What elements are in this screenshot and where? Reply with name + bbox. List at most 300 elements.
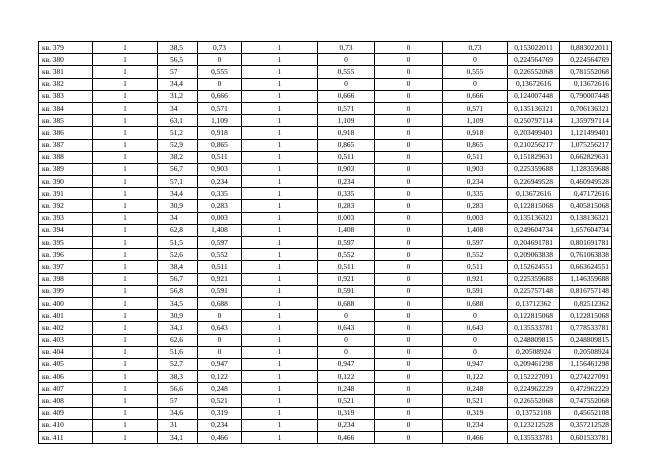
cell-value-c: 1,109 bbox=[443, 115, 508, 127]
cell-coefficient: 1 bbox=[242, 188, 318, 200]
cell-value-a: 0,122 bbox=[198, 371, 242, 383]
cell-area: 51,5 bbox=[158, 237, 198, 249]
cell-area: 56,7 bbox=[158, 273, 198, 285]
cell-apartment: кв. 401 bbox=[39, 310, 93, 322]
cell-coefficient: 1 bbox=[242, 54, 318, 66]
cell-area: 56,6 bbox=[158, 383, 198, 395]
cell-total: 0,778533781 bbox=[560, 322, 612, 334]
cell-zero-value: 0 bbox=[375, 66, 443, 78]
cell-value-a: 0,591 bbox=[198, 285, 242, 297]
cell-apartment: кв. 397 bbox=[39, 261, 93, 273]
cell-zero-value: 0 bbox=[375, 54, 443, 66]
cell-apartment: кв. 395 bbox=[39, 237, 93, 249]
cell-value-b: 0,643 bbox=[318, 322, 375, 334]
apartment-data-table bbox=[38, 41, 612, 444]
cell-value-c: 0,921 bbox=[443, 273, 508, 285]
cell-value-c: 0 bbox=[443, 346, 508, 358]
cell-value-a: 0 bbox=[198, 346, 242, 358]
table-row bbox=[39, 115, 612, 127]
cell-apartment: кв. 391 bbox=[39, 188, 93, 200]
cell-share: 0,224962229 bbox=[508, 383, 560, 395]
cell-value-b: 0,234 bbox=[318, 176, 375, 188]
table-row bbox=[39, 54, 612, 66]
cell-value-b: 0,319 bbox=[318, 407, 375, 419]
cell-area: 34,5 bbox=[158, 297, 198, 309]
cell-apartment: кв. 405 bbox=[39, 358, 93, 370]
table-row bbox=[39, 139, 612, 151]
cell-share: 0,124007448 bbox=[508, 90, 560, 102]
cell-total: 1,121499401 bbox=[560, 127, 612, 139]
cell-share: 0,135136321 bbox=[508, 102, 560, 114]
cell-area: 34,1 bbox=[158, 322, 198, 334]
cell-area: 56,5 bbox=[158, 54, 198, 66]
cell-zero-value: 0 bbox=[375, 78, 443, 90]
cell-apartment: кв. 388 bbox=[39, 151, 93, 163]
table-row bbox=[39, 273, 612, 285]
cell-value-c: 0,688 bbox=[443, 297, 508, 309]
cell-value-c: 0,643 bbox=[443, 322, 508, 334]
table-row bbox=[39, 249, 612, 261]
cell-area: 38,3 bbox=[158, 371, 198, 383]
cell-value-b: 0,335 bbox=[318, 188, 375, 200]
cell-zero-value: 0 bbox=[375, 42, 443, 54]
cell-count: 1 bbox=[93, 346, 158, 358]
cell-total: 0,248809815 bbox=[560, 334, 612, 346]
cell-value-c: 0,597 bbox=[443, 237, 508, 249]
cell-zero-value: 0 bbox=[375, 273, 443, 285]
cell-area: 57,1 bbox=[158, 176, 198, 188]
cell-coefficient: 1 bbox=[242, 102, 318, 114]
table-row bbox=[39, 42, 612, 54]
cell-value-b: 0,283 bbox=[318, 200, 375, 212]
table-row bbox=[39, 371, 612, 383]
cell-value-a: 0 bbox=[198, 334, 242, 346]
cell-value-b: 0 bbox=[318, 310, 375, 322]
cell-value-a: 0,918 bbox=[198, 127, 242, 139]
cell-total: 0,662829631 bbox=[560, 151, 612, 163]
cell-share: 0,226552068 bbox=[508, 66, 560, 78]
cell-value-c: 0,591 bbox=[443, 285, 508, 297]
cell-value-a: 0,552 bbox=[198, 249, 242, 261]
cell-value-a: 0,555 bbox=[198, 66, 242, 78]
cell-area: 34,6 bbox=[158, 407, 198, 419]
cell-apartment: кв. 409 bbox=[39, 407, 93, 419]
cell-count: 1 bbox=[93, 54, 158, 66]
cell-count: 1 bbox=[93, 407, 158, 419]
table-row bbox=[39, 285, 612, 297]
cell-value-c: 0,865 bbox=[443, 139, 508, 151]
cell-coefficient: 1 bbox=[242, 346, 318, 358]
cell-total: 0,82512362 bbox=[560, 297, 612, 309]
cell-value-c: 0,73 bbox=[443, 42, 508, 54]
cell-value-c: 0,234 bbox=[443, 176, 508, 188]
cell-value-b: 0,73 bbox=[318, 42, 375, 54]
cell-count: 1 bbox=[93, 127, 158, 139]
cell-value-b: 0,688 bbox=[318, 297, 375, 309]
table-row bbox=[39, 419, 612, 431]
cell-value-c: 0 bbox=[443, 334, 508, 346]
cell-zero-value: 0 bbox=[375, 249, 443, 261]
cell-share: 0,122815068 bbox=[508, 310, 560, 322]
cell-value-c: 0,511 bbox=[443, 151, 508, 163]
cell-coefficient: 1 bbox=[242, 163, 318, 175]
cell-zero-value: 0 bbox=[375, 188, 443, 200]
cell-value-a: 0,003 bbox=[198, 212, 242, 224]
cell-area: 52,7 bbox=[158, 358, 198, 370]
cell-value-a: 0,521 bbox=[198, 395, 242, 407]
cell-share: 0,13712362 bbox=[508, 297, 560, 309]
table-row bbox=[39, 212, 612, 224]
table-row bbox=[39, 200, 612, 212]
table-row bbox=[39, 151, 612, 163]
cell-total: 0,472962229 bbox=[560, 383, 612, 395]
cell-area: 34,1 bbox=[158, 432, 198, 444]
cell-share: 0,225359688 bbox=[508, 163, 560, 175]
cell-share: 0,13752108 bbox=[508, 407, 560, 419]
cell-area: 52,6 bbox=[158, 249, 198, 261]
table-row bbox=[39, 407, 612, 419]
table-row bbox=[39, 78, 612, 90]
cell-count: 1 bbox=[93, 115, 158, 127]
cell-apartment: кв. 402 bbox=[39, 322, 93, 334]
cell-zero-value: 0 bbox=[375, 358, 443, 370]
cell-coefficient: 1 bbox=[242, 432, 318, 444]
cell-value-a: 0,234 bbox=[198, 419, 242, 431]
cell-value-b: 0 bbox=[318, 346, 375, 358]
cell-apartment: кв. 383 bbox=[39, 90, 93, 102]
cell-value-c: 0,234 bbox=[443, 419, 508, 431]
cell-count: 1 bbox=[93, 42, 158, 54]
cell-value-b: 0,552 bbox=[318, 249, 375, 261]
cell-area: 31,2 bbox=[158, 90, 198, 102]
cell-value-c: 0 bbox=[443, 78, 508, 90]
cell-coefficient: 1 bbox=[242, 358, 318, 370]
table-row bbox=[39, 395, 612, 407]
cell-share: 0,203499401 bbox=[508, 127, 560, 139]
table-row bbox=[39, 224, 612, 236]
cell-coefficient: 1 bbox=[242, 285, 318, 297]
cell-coefficient: 1 bbox=[242, 371, 318, 383]
cell-zero-value: 0 bbox=[375, 102, 443, 114]
cell-value-c: 0,521 bbox=[443, 395, 508, 407]
cell-coefficient: 1 bbox=[242, 237, 318, 249]
cell-value-a: 0,571 bbox=[198, 102, 242, 114]
cell-area: 34,4 bbox=[158, 188, 198, 200]
cell-zero-value: 0 bbox=[375, 127, 443, 139]
cell-apartment: кв. 400 bbox=[39, 297, 93, 309]
cell-value-b: 0,234 bbox=[318, 419, 375, 431]
cell-zero-value: 0 bbox=[375, 151, 443, 163]
cell-total: 0,224564769 bbox=[560, 54, 612, 66]
cell-total: 0,663624551 bbox=[560, 261, 612, 273]
cell-total: 0,45652108 bbox=[560, 407, 612, 419]
cell-value-a: 0,234 bbox=[198, 176, 242, 188]
cell-area: 38,5 bbox=[158, 42, 198, 54]
cell-value-a: 1,408 bbox=[198, 224, 242, 236]
cell-apartment: кв. 393 bbox=[39, 212, 93, 224]
cell-count: 1 bbox=[93, 78, 158, 90]
cell-zero-value: 0 bbox=[375, 285, 443, 297]
cell-coefficient: 1 bbox=[242, 90, 318, 102]
cell-value-a: 0,947 bbox=[198, 358, 242, 370]
cell-area: 34 bbox=[158, 212, 198, 224]
cell-share: 0,152227091 bbox=[508, 371, 560, 383]
cell-total: 1,359797114 bbox=[560, 115, 612, 127]
table-row bbox=[39, 90, 612, 102]
cell-value-a: 0,511 bbox=[198, 261, 242, 273]
cell-apartment: кв. 404 bbox=[39, 346, 93, 358]
cell-value-a: 0,511 bbox=[198, 151, 242, 163]
cell-coefficient: 1 bbox=[242, 176, 318, 188]
cell-count: 1 bbox=[93, 310, 158, 322]
cell-value-b: 0,591 bbox=[318, 285, 375, 297]
cell-total: 0,816757148 bbox=[560, 285, 612, 297]
cell-count: 1 bbox=[93, 395, 158, 407]
cell-zero-value: 0 bbox=[375, 383, 443, 395]
cell-count: 1 bbox=[93, 371, 158, 383]
cell-count: 1 bbox=[93, 102, 158, 114]
cell-value-a: 0,335 bbox=[198, 188, 242, 200]
cell-count: 1 bbox=[93, 322, 158, 334]
table-body bbox=[39, 42, 612, 444]
cell-coefficient: 1 bbox=[242, 383, 318, 395]
cell-value-a: 0,643 bbox=[198, 322, 242, 334]
cell-area: 31 bbox=[158, 419, 198, 431]
cell-coefficient: 1 bbox=[242, 212, 318, 224]
cell-area: 52,9 bbox=[158, 139, 198, 151]
cell-value-a: 0,319 bbox=[198, 407, 242, 419]
cell-value-c: 1,408 bbox=[443, 224, 508, 236]
cell-count: 1 bbox=[93, 66, 158, 78]
table-row bbox=[39, 322, 612, 334]
cell-total: 0,138136321 bbox=[560, 212, 612, 224]
table-row bbox=[39, 261, 612, 273]
cell-value-c: 0,122 bbox=[443, 371, 508, 383]
cell-total: 1,075256217 bbox=[560, 139, 612, 151]
cell-value-c: 0,918 bbox=[443, 127, 508, 139]
cell-value-b: 0,903 bbox=[318, 163, 375, 175]
cell-share: 0,20508924 bbox=[508, 346, 560, 358]
cell-apartment: кв. 389 bbox=[39, 163, 93, 175]
cell-zero-value: 0 bbox=[375, 346, 443, 358]
cell-coefficient: 1 bbox=[242, 261, 318, 273]
cell-apartment: кв. 408 bbox=[39, 395, 93, 407]
cell-value-a: 0,466 bbox=[198, 432, 242, 444]
cell-apartment: кв. 398 bbox=[39, 273, 93, 285]
cell-apartment: кв. 394 bbox=[39, 224, 93, 236]
cell-value-b: 0,947 bbox=[318, 358, 375, 370]
cell-value-a: 0,73 bbox=[198, 42, 242, 54]
cell-share: 0,226552068 bbox=[508, 395, 560, 407]
cell-share: 0,225757148 bbox=[508, 285, 560, 297]
cell-total: 0,883022011 bbox=[560, 42, 612, 54]
cell-apartment: кв. 396 bbox=[39, 249, 93, 261]
cell-total: 0,601533781 bbox=[560, 432, 612, 444]
cell-area: 62,8 bbox=[158, 224, 198, 236]
cell-total: 0,20508924 bbox=[560, 346, 612, 358]
cell-apartment: кв. 381 bbox=[39, 66, 93, 78]
table-row bbox=[39, 188, 612, 200]
cell-value-a: 1,109 bbox=[198, 115, 242, 127]
cell-total: 1,128359688 bbox=[560, 163, 612, 175]
cell-share: 0,153022011 bbox=[508, 42, 560, 54]
cell-zero-value: 0 bbox=[375, 395, 443, 407]
cell-zero-value: 0 bbox=[375, 224, 443, 236]
cell-value-b: 0,511 bbox=[318, 261, 375, 273]
cell-count: 1 bbox=[93, 285, 158, 297]
cell-area: 30,9 bbox=[158, 310, 198, 322]
cell-area: 34 bbox=[158, 102, 198, 114]
cell-zero-value: 0 bbox=[375, 139, 443, 151]
cell-coefficient: 1 bbox=[242, 151, 318, 163]
cell-zero-value: 0 bbox=[375, 176, 443, 188]
cell-count: 1 bbox=[93, 237, 158, 249]
cell-total: 0,801691781 bbox=[560, 237, 612, 249]
cell-coefficient: 1 bbox=[242, 322, 318, 334]
cell-area: 56,7 bbox=[158, 163, 198, 175]
cell-count: 1 bbox=[93, 151, 158, 163]
cell-zero-value: 0 bbox=[375, 334, 443, 346]
cell-share: 0,248809815 bbox=[508, 334, 560, 346]
cell-zero-value: 0 bbox=[375, 297, 443, 309]
cell-count: 1 bbox=[93, 212, 158, 224]
cell-area: 38,2 bbox=[158, 151, 198, 163]
cell-area: 57 bbox=[158, 66, 198, 78]
table-row bbox=[39, 383, 612, 395]
cell-zero-value: 0 bbox=[375, 163, 443, 175]
cell-coefficient: 1 bbox=[242, 78, 318, 90]
cell-total: 0,781552068 bbox=[560, 66, 612, 78]
cell-total: 1,146359688 bbox=[560, 273, 612, 285]
cell-value-c: 0,511 bbox=[443, 261, 508, 273]
cell-value-a: 0 bbox=[198, 310, 242, 322]
cell-total: 0,761063838 bbox=[560, 249, 612, 261]
cell-share: 0,204691781 bbox=[508, 237, 560, 249]
cell-share: 0,13672616 bbox=[508, 78, 560, 90]
table-row bbox=[39, 310, 612, 322]
cell-coefficient: 1 bbox=[242, 115, 318, 127]
cell-coefficient: 1 bbox=[242, 310, 318, 322]
table-row bbox=[39, 358, 612, 370]
cell-zero-value: 0 bbox=[375, 407, 443, 419]
cell-count: 1 bbox=[93, 90, 158, 102]
cell-area: 34,4 bbox=[158, 78, 198, 90]
cell-apartment: кв. 386 bbox=[39, 127, 93, 139]
cell-area: 51,6 bbox=[158, 346, 198, 358]
cell-value-b: 0 bbox=[318, 78, 375, 90]
cell-coefficient: 1 bbox=[242, 42, 318, 54]
table-row bbox=[39, 334, 612, 346]
cell-apartment: кв. 382 bbox=[39, 78, 93, 90]
table-row bbox=[39, 102, 612, 114]
cell-share: 0,250797114 bbox=[508, 115, 560, 127]
cell-coefficient: 1 bbox=[242, 334, 318, 346]
cell-coefficient: 1 bbox=[242, 224, 318, 236]
table-row bbox=[39, 163, 612, 175]
cell-coefficient: 1 bbox=[242, 249, 318, 261]
cell-apartment: кв. 380 bbox=[39, 54, 93, 66]
cell-count: 1 bbox=[93, 273, 158, 285]
cell-total: 1,657604734 bbox=[560, 224, 612, 236]
cell-value-a: 0 bbox=[198, 54, 242, 66]
cell-value-b: 0,921 bbox=[318, 273, 375, 285]
cell-total: 0,790007448 bbox=[560, 90, 612, 102]
table-row bbox=[39, 346, 612, 358]
cell-apartment: кв. 384 bbox=[39, 102, 93, 114]
cell-apartment: кв. 385 bbox=[39, 115, 93, 127]
cell-zero-value: 0 bbox=[375, 261, 443, 273]
cell-value-b: 0,003 bbox=[318, 212, 375, 224]
cell-share: 0,209461298 bbox=[508, 358, 560, 370]
cell-share: 0,209063838 bbox=[508, 249, 560, 261]
cell-value-a: 0,283 bbox=[198, 200, 242, 212]
cell-value-b: 0,248 bbox=[318, 383, 375, 395]
cell-count: 1 bbox=[93, 297, 158, 309]
cell-total: 0,405815068 bbox=[560, 200, 612, 212]
table-row bbox=[39, 66, 612, 78]
cell-count: 1 bbox=[93, 224, 158, 236]
cell-value-c: 0 bbox=[443, 310, 508, 322]
cell-value-c: 0,571 bbox=[443, 102, 508, 114]
cell-zero-value: 0 bbox=[375, 310, 443, 322]
cell-zero-value: 0 bbox=[375, 371, 443, 383]
cell-value-c: 0 bbox=[443, 54, 508, 66]
cell-coefficient: 1 bbox=[242, 297, 318, 309]
cell-value-c: 0,555 bbox=[443, 66, 508, 78]
cell-coefficient: 1 bbox=[242, 395, 318, 407]
cell-value-b: 0,597 bbox=[318, 237, 375, 249]
cell-count: 1 bbox=[93, 163, 158, 175]
cell-share: 0,151829631 bbox=[508, 151, 560, 163]
cell-area: 30,9 bbox=[158, 200, 198, 212]
cell-value-b: 0,122 bbox=[318, 371, 375, 383]
cell-total: 0,13672616 bbox=[560, 78, 612, 90]
cell-value-c: 0,666 bbox=[443, 90, 508, 102]
table-row bbox=[39, 297, 612, 309]
cell-value-c: 0,552 bbox=[443, 249, 508, 261]
cell-area: 57 bbox=[158, 395, 198, 407]
cell-value-c: 0,248 bbox=[443, 383, 508, 395]
cell-coefficient: 1 bbox=[242, 66, 318, 78]
cell-share: 0,135533781 bbox=[508, 432, 560, 444]
cell-value-a: 0,597 bbox=[198, 237, 242, 249]
cell-count: 1 bbox=[93, 249, 158, 261]
cell-value-b: 0,571 bbox=[318, 102, 375, 114]
table-row bbox=[39, 237, 612, 249]
cell-value-b: 1,408 bbox=[318, 224, 375, 236]
cell-area: 38,4 bbox=[158, 261, 198, 273]
cell-total: 0,747552068 bbox=[560, 395, 612, 407]
cell-total: 0,122815068 bbox=[560, 310, 612, 322]
cell-value-c: 0,466 bbox=[443, 432, 508, 444]
cell-count: 1 bbox=[93, 188, 158, 200]
cell-zero-value: 0 bbox=[375, 90, 443, 102]
cell-coefficient: 1 bbox=[242, 139, 318, 151]
cell-value-b: 0,466 bbox=[318, 432, 375, 444]
cell-share: 0,13672616 bbox=[508, 188, 560, 200]
cell-coefficient: 1 bbox=[242, 273, 318, 285]
cell-value-a: 0,248 bbox=[198, 383, 242, 395]
cell-count: 1 bbox=[93, 419, 158, 431]
cell-value-b: 0,918 bbox=[318, 127, 375, 139]
cell-zero-value: 0 bbox=[375, 419, 443, 431]
cell-value-a: 0,903 bbox=[198, 163, 242, 175]
cell-apartment: кв. 407 bbox=[39, 383, 93, 395]
cell-coefficient: 1 bbox=[242, 200, 318, 212]
cell-value-c: 0,003 bbox=[443, 212, 508, 224]
cell-zero-value: 0 bbox=[375, 115, 443, 127]
cell-share: 0,122815068 bbox=[508, 200, 560, 212]
